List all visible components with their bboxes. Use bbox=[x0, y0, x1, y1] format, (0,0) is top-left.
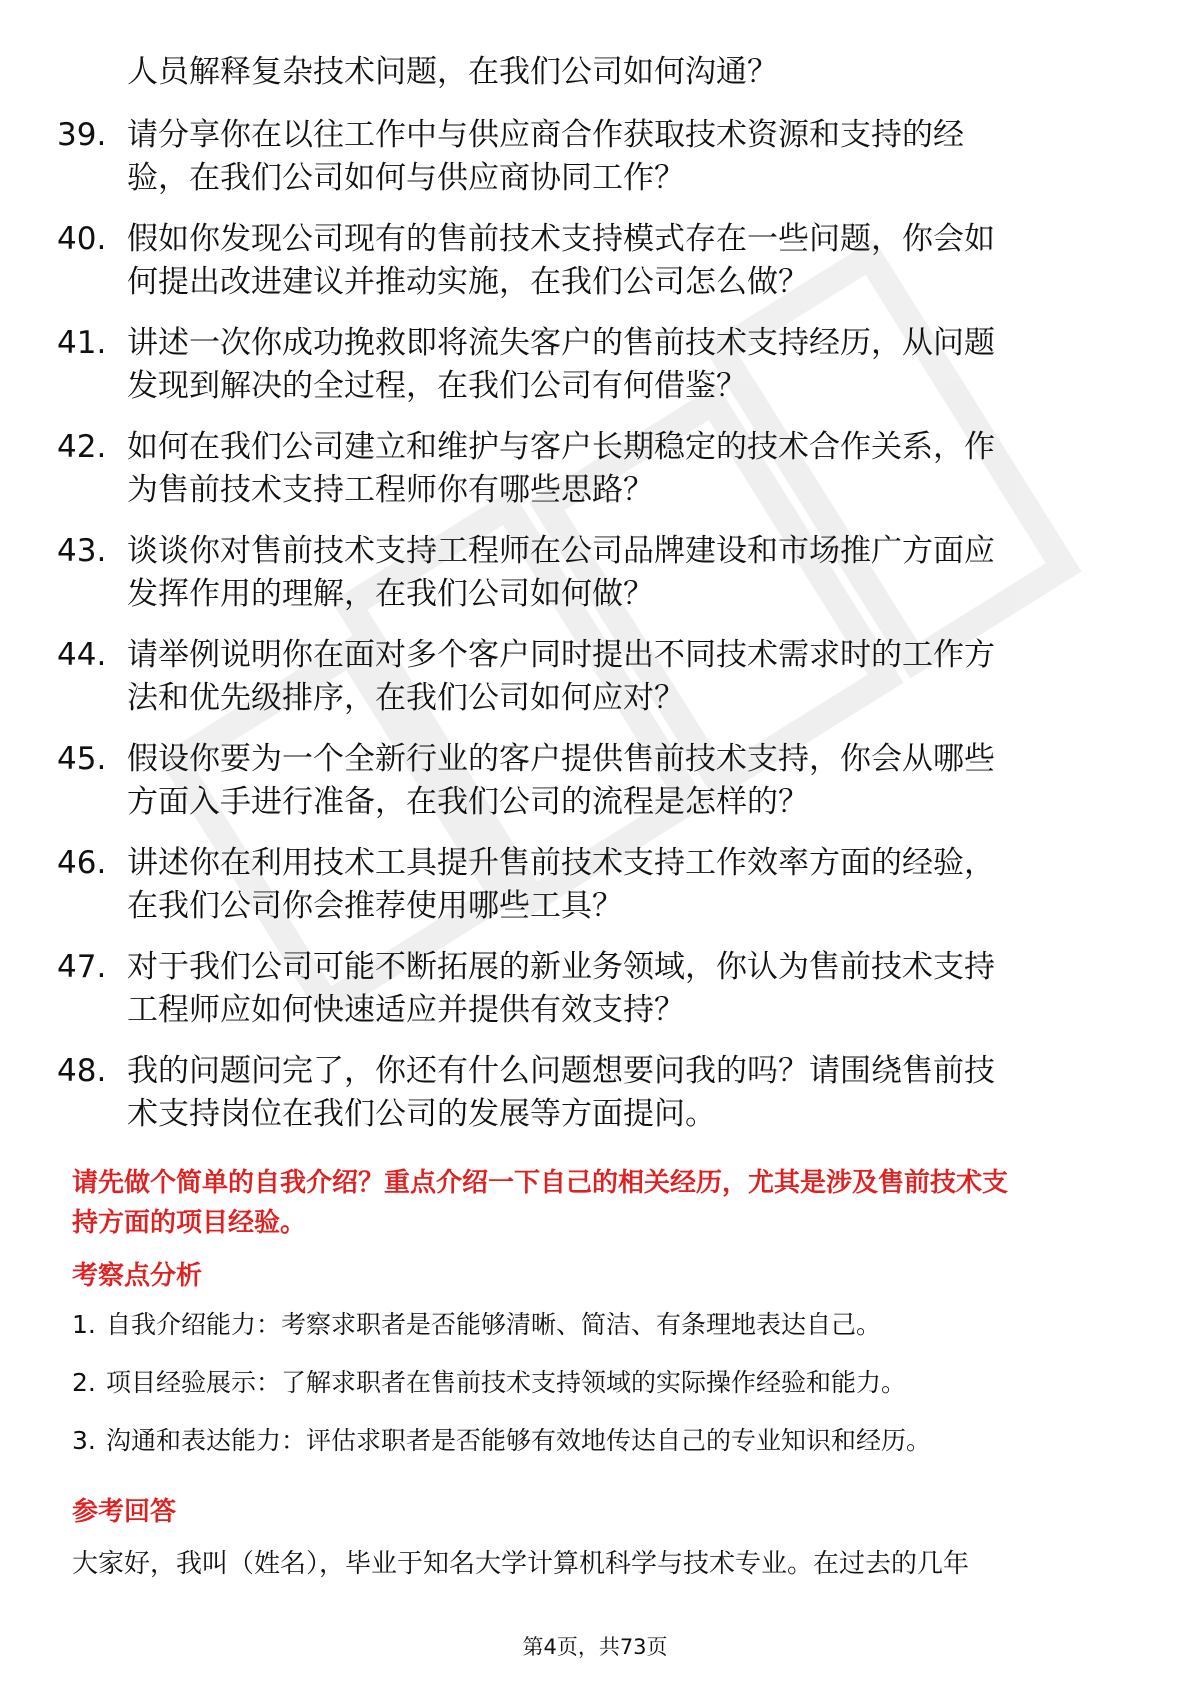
question-text-line: 发现到解决的全过程，在我们公司有何借鉴？ bbox=[127, 368, 747, 404]
question-item bbox=[0, 841, 1190, 945]
question-list bbox=[0, 113, 1190, 1153]
question-text-line: 请举例说明你在面对多个客户同时提出不同技术需求时的工作方 bbox=[127, 637, 995, 673]
question-text-line: 谈谈你对售前技术支持工程师在公司品牌建设和市场推广方面应 bbox=[127, 533, 995, 569]
question-item bbox=[0, 217, 1190, 321]
question-number: 46. bbox=[57, 845, 107, 881]
question-text-line: 对于我们公司可能不断拓展的新业务领域，你认为售前技术支持 bbox=[127, 949, 995, 985]
question-text-line: 讲述你在利用技术工具提升售前技术支持工作效率方面的经验， bbox=[127, 845, 995, 881]
question-item bbox=[0, 425, 1190, 529]
analysis-point-text: 项目经验展示：了解求职者在售前技术支持领域的实际操作经验和能力。 bbox=[106, 1368, 907, 1397]
question-number: 44. bbox=[57, 637, 107, 673]
question-text-line: 讲述一次你成功挽救即将流失客户的售前技术支持经历，从问题 bbox=[127, 325, 995, 361]
page-footer: 第4页，共73页 bbox=[522, 1635, 668, 1659]
question-text-line: 工程师应如何快速适应并提供有效支持？ bbox=[127, 992, 685, 1028]
analysis-point bbox=[72, 1307, 1132, 1365]
question-text-line: 为售前技术支持工程师你有哪些思路？ bbox=[127, 472, 654, 508]
analysis-point-number: 1. bbox=[72, 1310, 96, 1339]
analysis-point-number: 2. bbox=[72, 1368, 96, 1397]
question-text-line: 方面入手进行准备，在我们公司的流程是怎样的？ bbox=[127, 784, 809, 820]
question-item bbox=[0, 321, 1190, 425]
question-text-line: 假设你要为一个全新行业的客户提供售前技术支持，你会从哪些 bbox=[127, 741, 995, 777]
highlighted-question bbox=[72, 1163, 1132, 1243]
reference-answer-text: 大家好，我叫（姓名），毕业于知名大学计算机科学与技术专业。在过去的几年 bbox=[72, 1549, 970, 1579]
analysis-point bbox=[72, 1365, 1132, 1423]
question-item bbox=[0, 529, 1190, 633]
question-text-line: 请分享你在以往工作中与供应商合作获取技术资源和支持的经 bbox=[127, 117, 964, 153]
analysis-points bbox=[72, 1307, 1132, 1481]
question-item bbox=[0, 945, 1190, 1049]
question-item bbox=[0, 113, 1190, 217]
question-number: 39. bbox=[57, 117, 107, 153]
question-number: 48. bbox=[57, 1053, 107, 1089]
highlighted-question-line: 请先做个简单的自我介绍？重点介绍一下自己的相关经历，尤其是涉及售前技术支 bbox=[72, 1168, 1009, 1198]
highlighted-question-line: 持方面的项目经验。 bbox=[72, 1208, 307, 1238]
question-text-line: 术支持岗位在我们公司的发展等方面提问。 bbox=[127, 1096, 716, 1132]
question-text-line: 假如你发现公司现有的售前技术支持模式存在一些问题，你会如 bbox=[127, 221, 995, 257]
analysis-title: 考察点分析 bbox=[72, 1261, 203, 1291]
question-text-line: 如何在我们公司建立和维护与客户长期稳定的技术合作关系，作 bbox=[127, 429, 995, 465]
question-number: 41. bbox=[57, 325, 107, 361]
question-number: 40. bbox=[57, 221, 107, 257]
question-continuation: 人员解释复杂技术问题，在我们公司如何沟通？ bbox=[127, 54, 778, 90]
question-number: 43. bbox=[57, 533, 107, 569]
question-number: 47. bbox=[57, 949, 107, 985]
question-text-line: 法和优先级排序，在我们公司如何应对？ bbox=[127, 680, 685, 716]
question-text-line: 我的问题问完了，你还有什么问题想要问我的吗？请围绕售前技 bbox=[127, 1053, 995, 1089]
reference-title: 参考回答 bbox=[72, 1497, 177, 1527]
question-item bbox=[0, 1049, 1190, 1153]
analysis-point-text: 自我介绍能力：考察求职者是否能够清晰、简洁、有条理地表达自己。 bbox=[106, 1310, 882, 1339]
question-item bbox=[0, 633, 1190, 737]
question-text-line: 何提出改进建议并推动实施，在我们公司怎么做？ bbox=[127, 264, 809, 300]
analysis-point bbox=[72, 1423, 1132, 1481]
question-number: 45. bbox=[57, 741, 107, 777]
question-text-line: 验，在我们公司如何与供应商协同工作？ bbox=[127, 160, 685, 196]
question-number: 42. bbox=[57, 429, 107, 465]
question-item bbox=[0, 737, 1190, 841]
question-text-line: 在我们公司你会推荐使用哪些工具？ bbox=[127, 888, 623, 924]
analysis-point-number: 3. bbox=[72, 1426, 96, 1455]
question-text-line: 发挥作用的理解，在我们公司如何做？ bbox=[127, 576, 654, 612]
analysis-point-text: 沟通和表达能力：评估求职者是否能够有效地传达自己的专业知识和经历。 bbox=[106, 1426, 932, 1455]
